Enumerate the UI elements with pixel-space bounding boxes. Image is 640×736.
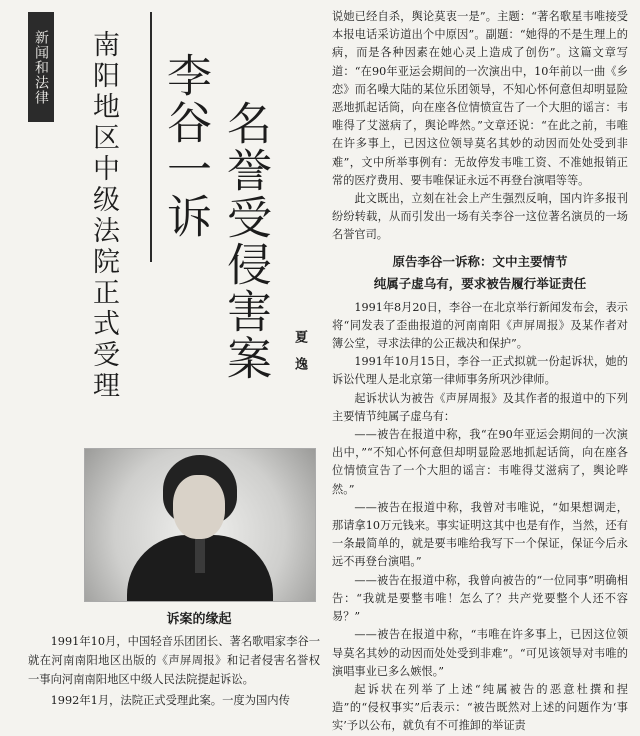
right-paragraph: ——被告在报道中称，我“在90年亚运会期间的一次演出中，”“不知心怀何意但却明显险恶地抓起话筒，向在座各位情愤宣告了一个大胆的谣言：韦唯得艾滋病了，舆论哗然。” <box>332 428 628 496</box>
right-column-body <box>332 8 628 736</box>
right-paragraph: 说她已经自杀，舆论莫衷一是”。主题：“著名歌星韦唯接受本报电话采访道出个中原因”。副题：“她得的不是生理上的病，而是各种因素在她心灵上造成了创伤”。这篇文章写道：“在90年亚运会期间的一次演出中，10年前以一曲《乡恋》而名噪大陆的某位乐团领导，不知心怀何意但却明显险恶地抓起话筒，向在座各位情愤宣告了一个大胆的谣言：韦唯得了艾滋病了，舆论哗然。”文章还说：“在此之前，韦唯在许多事上，已因这位领导莫名其妙的动因而处处受到非难”，文中所举事例有：无故停发韦唯工资、不准她报销正常的医疗费用、要韦唯保证永远不再登台演唱等等。 <box>332 10 628 187</box>
right-subheading-line-1: 原告李谷一诉称：文中主要情节 <box>392 253 568 269</box>
right-paragraph: 此文既出，立刻在社会上产生强烈反响，国内许多报刊纷纷转载，从而引发出一场有关李谷一这位著名演员的一场名誉官司。 <box>332 192 628 242</box>
right-paragraph: ——被告在报道中称，我曾对韦唯说，“如果想调走，那请拿10万元钱来。事实证明这其中也是有作，当然，还有一条最简单的，就是要韦唯给我写下一个保证，保证今后永远不再登台演唱。” <box>332 500 628 569</box>
left-paragraph: 1992年1月，法院正式受理此案。一度为国内传 <box>50 694 290 707</box>
right-paragraph: 起诉状认为被告《声屏周报》及其作者的报道中的下列主要情节纯属子虚乌有： <box>332 391 628 423</box>
portrait-photo <box>84 448 316 602</box>
section-heading-origin: 诉案的缘起 <box>166 612 232 627</box>
article-author: 夏逸 <box>292 330 307 384</box>
section-tag: 新闻和法律 <box>28 12 54 122</box>
left-column-body <box>28 632 320 712</box>
right-paragraph: 1991年10月15日，李谷一正式拟就一份起诉状，她的诉讼代理人是北京第一律师事务所巩沙律师。 <box>332 355 628 387</box>
photo-figure-collar <box>195 537 205 573</box>
article-subtitle: 南阳地区中级法院正式受理 <box>88 30 119 402</box>
title-divider <box>150 12 152 262</box>
right-paragraph: 起诉状在列举了上述“纯属被告的恶意杜撰和捏造”的“侵权事实”后表示：“被告既然对上述的问题作为‘事实’予以公布，就负有不可推卸的举证责 <box>332 682 628 733</box>
right-paragraph: ——被告在报道中称，“韦唯在许多事上，已因这位领导莫名其妙的动因而处处受到非难”。“可见该领导对韦唯的演唱事业已多么嫉恨。” <box>332 628 628 678</box>
article-title-line-1: 李谷一诉 <box>159 52 212 240</box>
left-paragraph: 1991年10月，中国轻音乐团团长、著名歌唱家李谷一就在河南南阳地区出版的《声屏周报》和记者侵害名誉权一事向河南南阳地区中级人民法院提起诉讼。 <box>28 635 320 686</box>
right-paragraph: 1991年8月20日，李谷一在北京举行新闻发布会，表示将“同发表了歪曲报道的河南南阳《声屏周报》及某作者对簿公堂，寻求法律的公正裁决和保护”。 <box>332 300 628 351</box>
photo-figure-face <box>173 475 225 539</box>
right-subheading <box>332 251 628 295</box>
article-title-line-2: 名誉受侵害案 <box>219 100 272 382</box>
right-subheading-line-2: 纯属子虚乌有，要求被告履行举证责任 <box>373 275 587 291</box>
right-paragraph: ——被告在报道中称，我曾向被告的“一位同事”明确相告：“我就是要整韦唯！怎么了？共产党要整个人还不容易？” <box>332 573 628 624</box>
